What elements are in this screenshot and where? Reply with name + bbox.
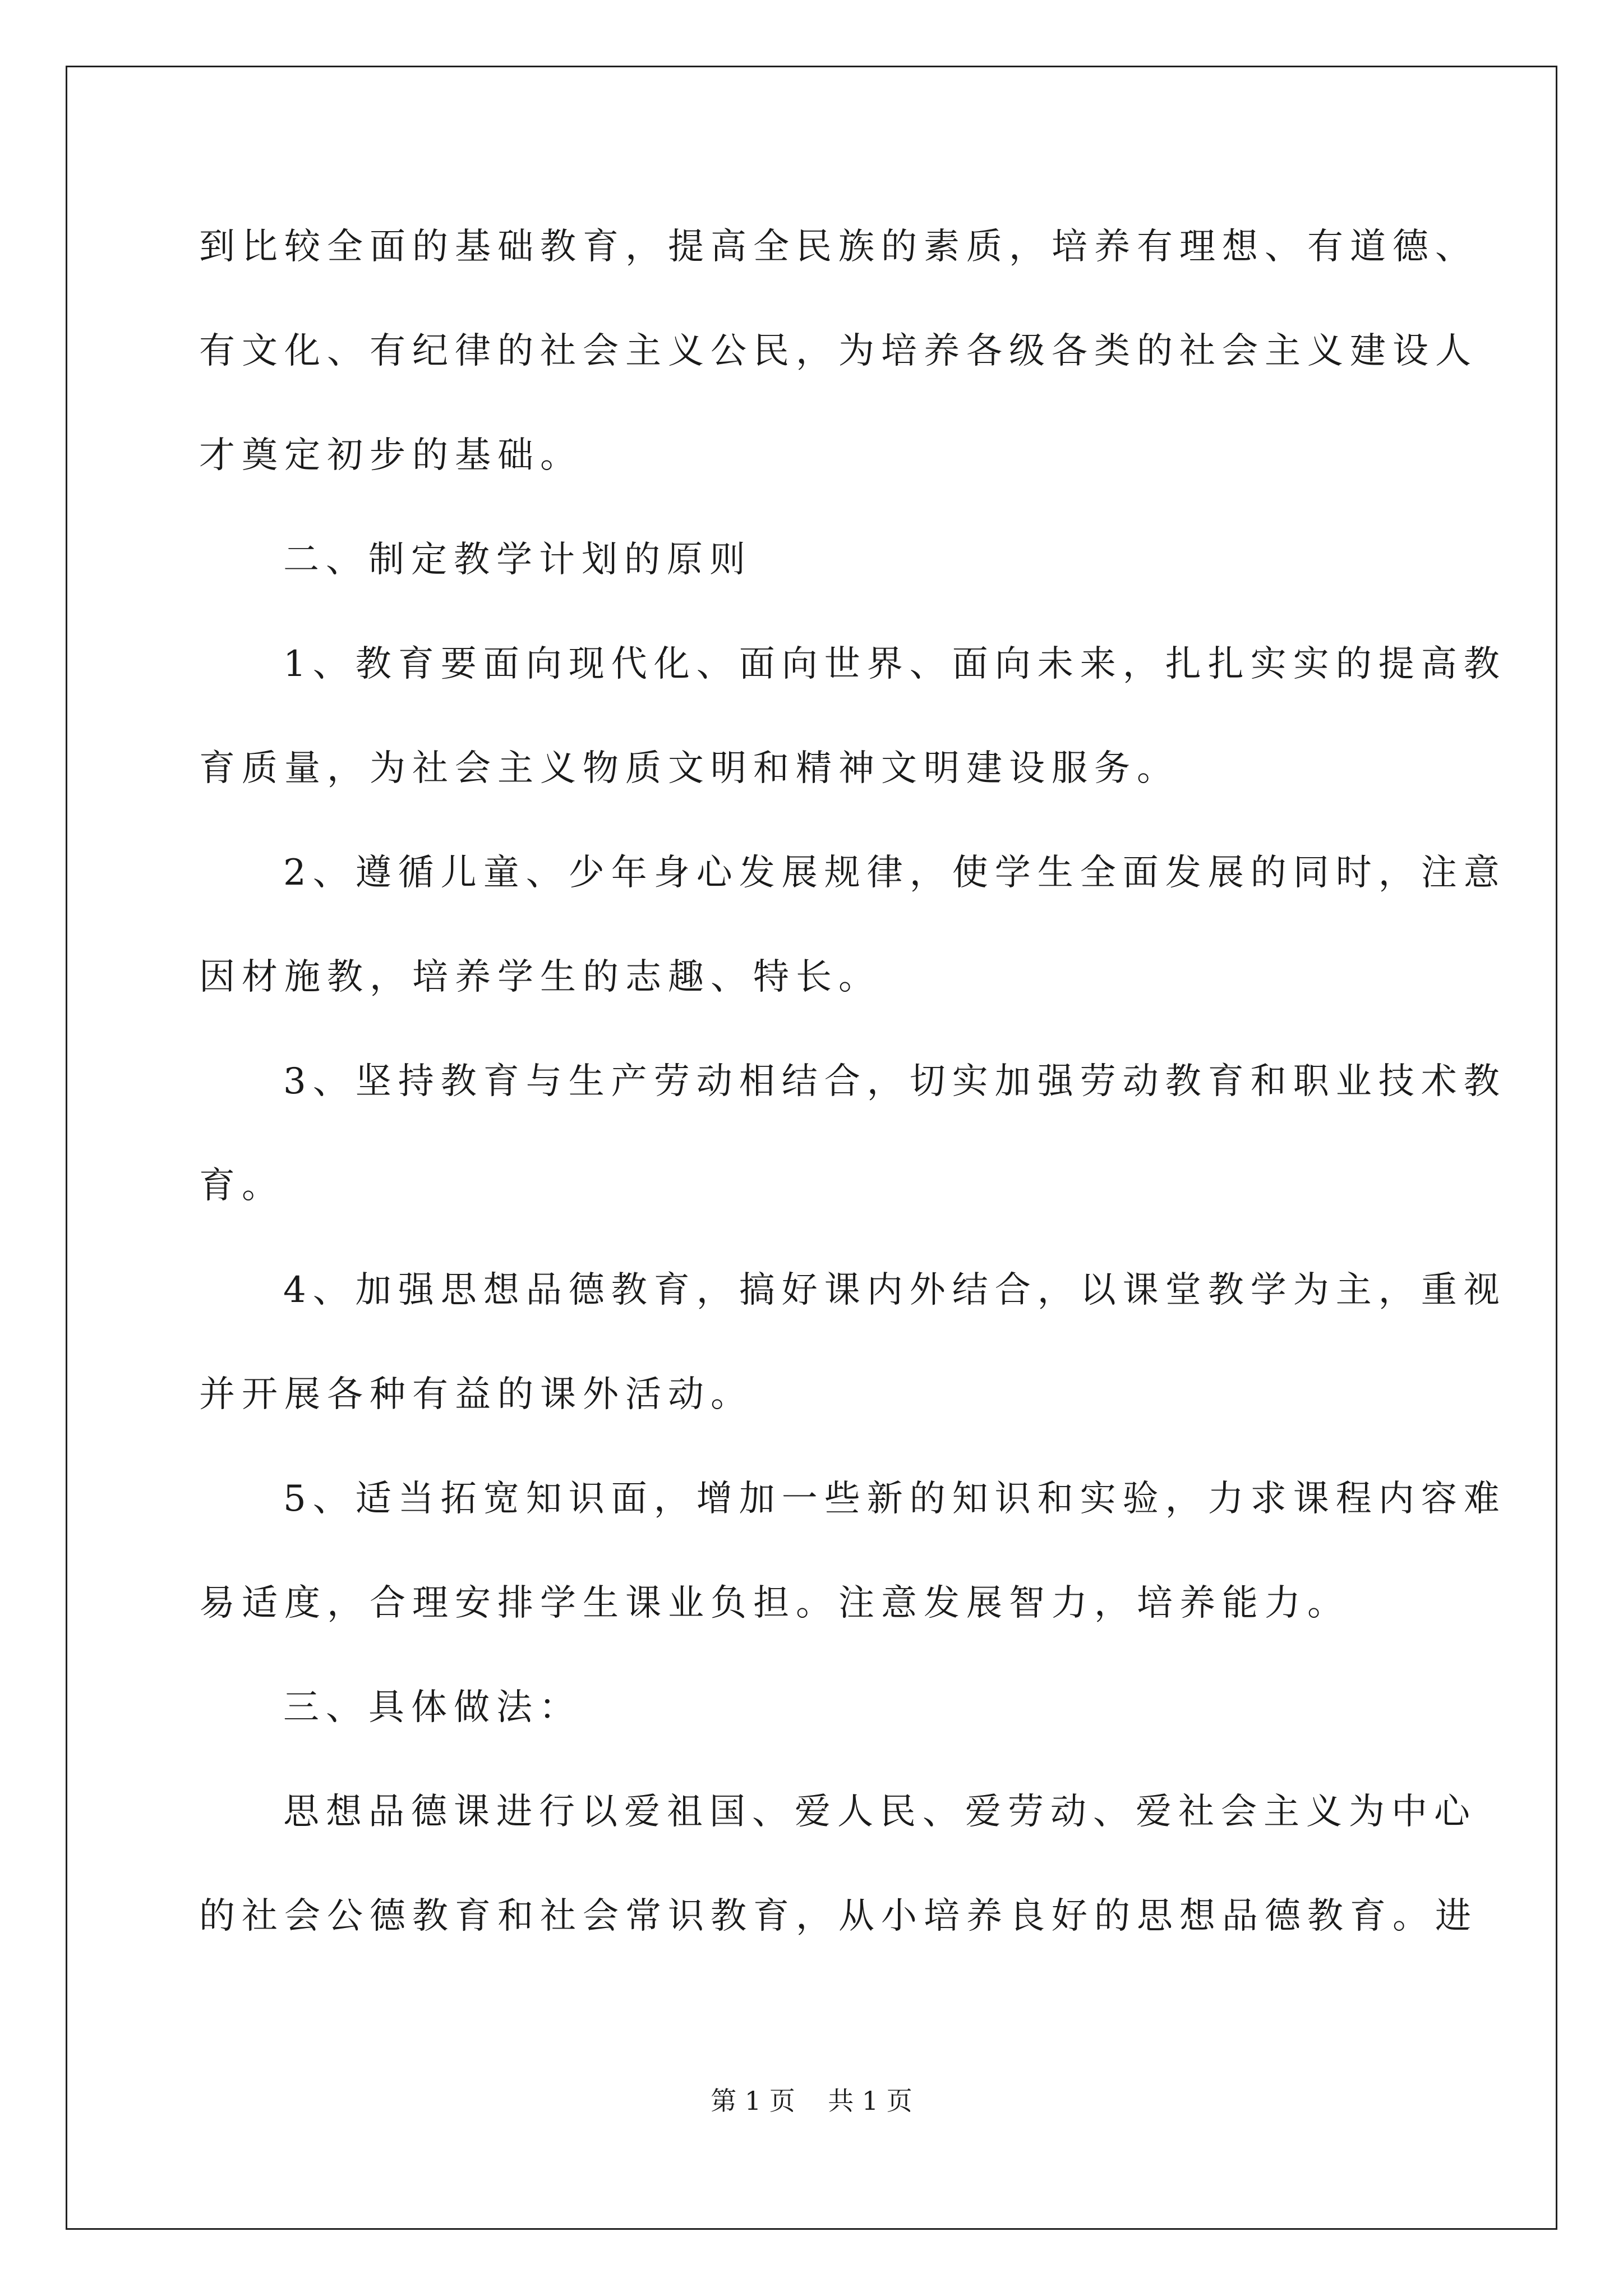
body-text-line: 易适度，合理安排学生课业负担。注意发展智力，培养能力。 [199,1582,1350,1624]
section-heading: 三、具体做法： [283,1687,582,1728]
body-text-line: 2、遵循儿童、少年身心发展规律，使学生全面发展的同时，注意 [283,852,1506,894]
body-text-line: 有文化、有纪律的社会主义公民，为培养各级各类的社会主义建设人 [199,330,1478,372]
section-heading: 二、制定教学计划的原则 [283,539,752,581]
body-text-line: 思想品德课进行以爱祖国、爱人民、爱劳动、爱社会主义为中心 [283,1791,1477,1833]
body-text-line: 4、加强思想品德教育，搞好课内外结合，以课堂教学为主，重视 [283,1269,1506,1311]
body-text-line: 才奠定初步的基础。 [199,435,583,476]
body-text-line: 育质量，为社会主义物质文明和精神文明建设服务。 [199,748,1179,789]
body-text-line: 的社会公德教育和社会常识教育，从小培养良好的思想品德教育。进 [199,1895,1478,1937]
page-number-footer: 第 1 页 共 1 页 [711,2086,912,2116]
body-text-line: 因材施教，培养学生的志趣、特长。 [199,956,881,998]
body-text-line: 到比较全面的基础教育，提高全民族的素质，培养有理想、有道德、 [199,226,1478,268]
body-text-line: 育。 [199,1165,284,1207]
body-text-line: 5、适当拓宽知识面，增加一些新的知识和实验，力求课程内容难 [283,1478,1506,1520]
body-text-line: 1、教育要面向现代化、面向世界、面向未来，扎扎实实的提高教 [283,643,1506,685]
body-text-line: 3、坚持教育与生产劳动相结合，切实加强劳动教育和职业技术教 [283,1061,1506,1102]
body-text-line: 并开展各种有益的课外活动。 [199,1374,753,1415]
